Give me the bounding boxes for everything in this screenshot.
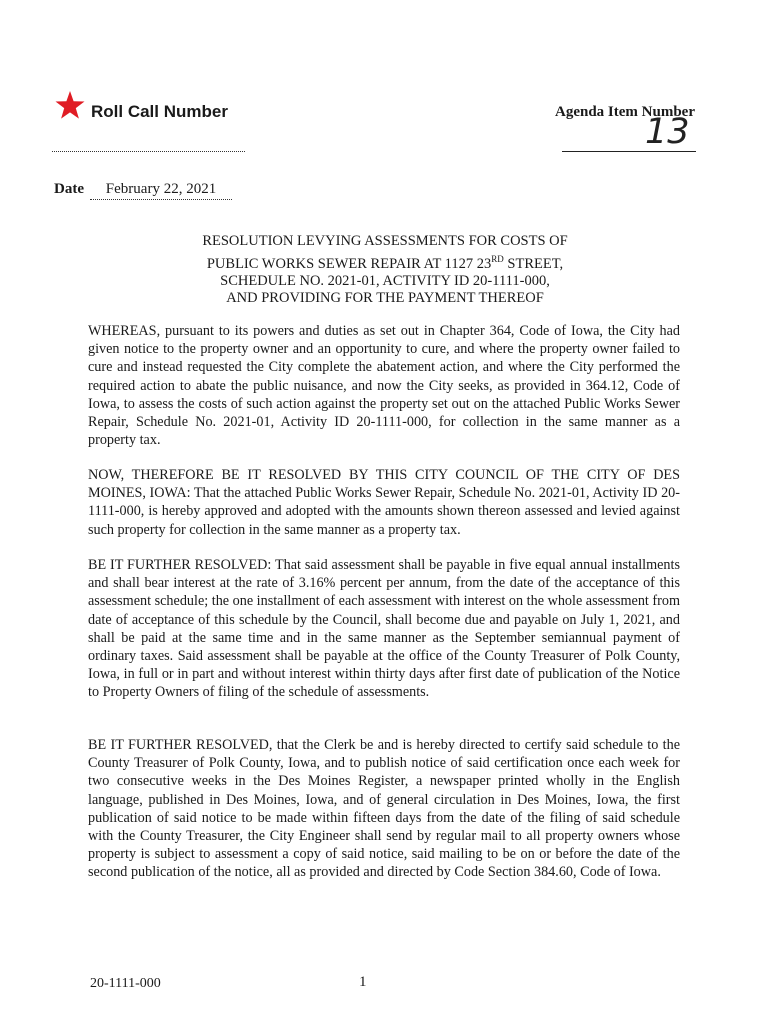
agenda-item-number: 13 bbox=[645, 112, 690, 152]
star-shape bbox=[56, 91, 85, 119]
agenda-number-underline bbox=[562, 151, 696, 152]
roll-call-label: Roll Call Number bbox=[91, 102, 228, 121]
resolution-title bbox=[150, 233, 620, 308]
title-line-1: RESOLUTION LEVYING ASSESSMENTS FOR COSTS OF bbox=[202, 233, 568, 249]
footer-activity-id: 20-1111-000 bbox=[90, 976, 161, 991]
title-line-3: SCHEDULE NO. 2021-01, ACTIVITY ID 20-1111-000, bbox=[220, 272, 550, 289]
title-line-4: AND PROVIDING FOR THE PAYMENT THEREOF bbox=[226, 290, 544, 307]
whereas-paragraph: WHEREAS, pursuant to its powers and duties as set out in Chapter 364, Code of Iowa, the City had given notice to the property owner and an opportunity to cure, and where the property owner failed to cure and instead requested the City complete the abatement action, and where the City performed the required action to abate the public nuisance, and now the City seeks, as provided in 364.12, Code of Iowa, to assess the costs of such action against the property set out on the attached Public Works Sewer Repair, Schedule No. 2021-01, Activity ID 20-1111-000, for collection in the same manner as a property tax. bbox=[88, 323, 680, 449]
title-line-2-end: STREET, bbox=[503, 255, 564, 272]
page-number: 1 bbox=[359, 974, 367, 990]
title-line-2-main: PUBLIC WORKS SEWER REPAIR AT 1127 23 bbox=[206, 255, 492, 272]
resolved-paragraph: NOW, THEREFORE BE IT RESOLVED BY THIS CITY COUNCIL OF THE CITY OF DES MOINES, IOWA: That the attached Public Works Sewer Repair, Schedule No. 2021-01, Activity ID 20-1111-000, is hereby approved and adopted with the amounts shown thereon assessed and levied against such property for collection in the same manner as a property tax. bbox=[88, 467, 680, 538]
date-value: February 22, 2021 bbox=[90, 181, 232, 200]
further-resolved-payment-paragraph: BE IT FURTHER RESOLVED: That said assessment shall be payable in five equal annual installments and shall bear interest at the rate of 3.16% percent per annum, from the date of the acceptance of this assessment schedule; the one installment of each assessment with interest on the whole assessment from date of acceptance of this schedule by the Council, shall become due and payable on July 1, 2021, and shall be paid at the same time and in the same manner as the September semiannual payment of ordinary taxes. Said assessment shall be payable at the office of the County Treasurer of Polk County, Iowa, in full or in part and without interest within thirty days after first date of publication of the Notice to Property Owners of filing of the schedule of assessments. bbox=[88, 557, 680, 701]
title-line-2 bbox=[150, 251, 620, 273]
date-label: Date bbox=[54, 181, 84, 197]
agenda-item-label: Agenda Item Number bbox=[555, 104, 695, 120]
further-resolved-notice-paragraph: BE IT FURTHER RESOLVED, that the Clerk be and is hereby directed to certify said schedule to the County Treasurer of Polk County, Iowa, and to publish notice of said certification once each week for two consecutive weeks in the Des Moines Register, a newspaper printed wholly in the English language, published in Des Moines, Iowa, and of general circulation in Des Moines, Iowa, the first publication of said notice to be made within fifteen days from the date of the filing of said schedule with the County Treasurer, the City Engineer shall send by regular mail to all property owners whose property is subject to assessment a copy of said notice, said mailing to be on or before the date of the second publication of the notice, all as provided and directed by Code Section 384.60, Code of Iowa. bbox=[88, 737, 680, 881]
title-line-2-superscript: RD bbox=[491, 253, 504, 264]
roll-call-dotted-line bbox=[52, 151, 245, 152]
star-icon bbox=[54, 90, 86, 120]
